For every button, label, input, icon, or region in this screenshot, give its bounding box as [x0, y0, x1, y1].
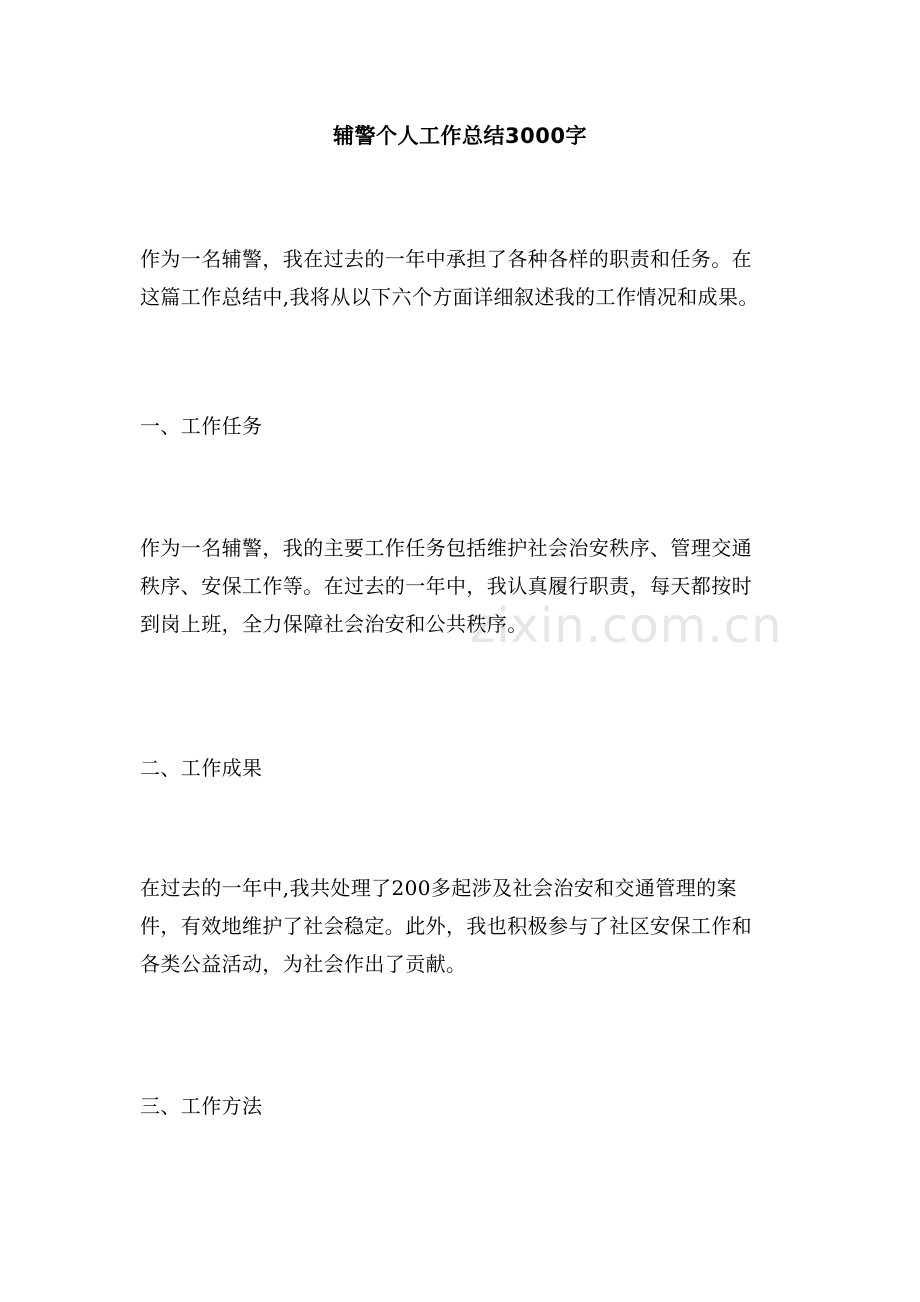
watermark: zixin.com.cn	[470, 598, 783, 654]
section-heading-3	[140, 1087, 790, 1125]
section-heading-1	[140, 407, 790, 445]
paragraph-line: 秩序、安保工作等。在过去的一年中，我认真履行职责，每天都按时	[140, 574, 752, 598]
paragraph-line: 件，有效地维护了社会稳定。此外，我也积极参与了社区安保工作和	[140, 914, 752, 938]
paragraph-line: 作为一名辅警，我在过去的一年中承担了各种各样的职责和任务。在	[140, 247, 752, 271]
section-2-paragraph	[140, 869, 790, 983]
section-heading-2	[140, 749, 790, 787]
heading-text: 一、工作任务	[140, 414, 263, 438]
paragraph-line: 作为一名辅警，我的主要工作任务包括维护社会治安秩序、管理交通	[140, 536, 752, 560]
heading-text: 二、工作成果	[140, 756, 263, 780]
heading-text: 三、工作方法	[140, 1094, 263, 1118]
paragraph-line: 各类公益活动，为社会作出了贡献。	[140, 952, 467, 976]
paragraph-line: 在过去的一年中,我共处理了200多起涉及社会治安和交通管理的案	[140, 876, 737, 900]
paragraph-line: 这篇工作总结中,我将从以下六个方面详细叙述我的工作情况和成果。	[140, 285, 759, 309]
section-1-paragraph	[140, 529, 790, 643]
paragraph-line: 到岗上班，全力保障社会治安和公共秩序。	[140, 612, 528, 636]
document-title: 辅警个人工作总结3000字	[333, 124, 587, 148]
intro-paragraph	[140, 240, 790, 316]
